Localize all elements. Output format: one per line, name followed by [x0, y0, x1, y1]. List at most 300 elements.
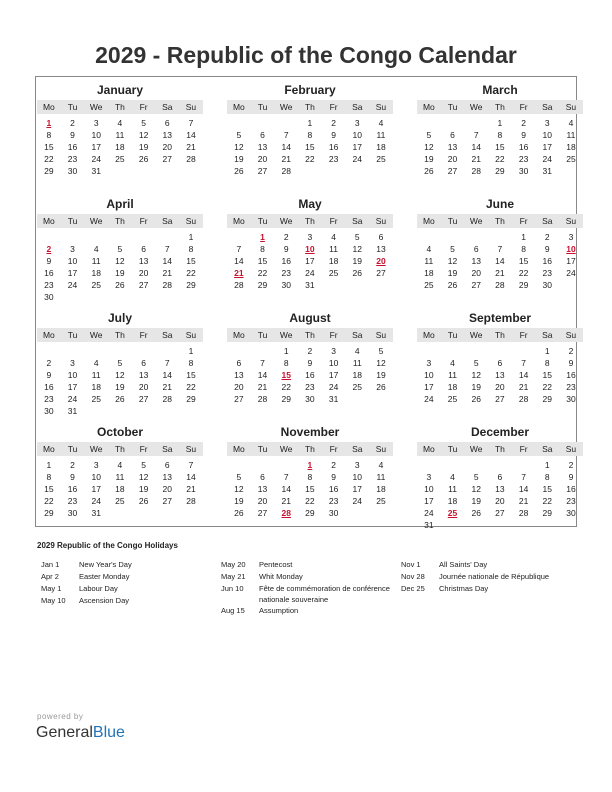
weekday-label: Sa: [162, 102, 173, 112]
month-october: [37, 424, 203, 519]
day-cell: 13: [162, 472, 173, 482]
day-cell: 22: [186, 382, 196, 392]
empty-day-cell: [132, 231, 156, 243]
weekday-label: Tu: [447, 330, 458, 340]
day-cell: 24: [91, 154, 101, 164]
holiday-entry: [41, 595, 211, 607]
day-cell: 13: [257, 142, 268, 152]
day-cell: 18: [91, 268, 101, 278]
empty-day-cell: [108, 165, 132, 177]
day-cell: 23: [542, 268, 553, 278]
weekday-label: Sa: [162, 330, 173, 340]
weekday-label: We: [89, 102, 103, 112]
day-cell: 6: [473, 244, 479, 254]
day-cell: 19: [471, 496, 481, 506]
empty-day-cell: [179, 291, 203, 303]
day-cell: 25: [376, 154, 386, 164]
week-row: [417, 279, 583, 291]
day-cell: 3: [93, 118, 99, 128]
weekday-label: Su: [375, 102, 387, 112]
day-cell: 28: [186, 154, 196, 164]
weekday-label: Th: [114, 102, 125, 112]
holiday-day-cell: 10: [566, 244, 576, 254]
empty-day-cell: [512, 345, 536, 357]
day-cell: 17: [542, 142, 553, 152]
day-cell: 13: [495, 484, 505, 494]
day-cell: 27: [495, 394, 505, 404]
day-cell: 22: [257, 268, 268, 278]
day-cell: 3: [426, 358, 432, 368]
day-cell: 30: [518, 166, 529, 176]
weekday-label: Sa: [542, 216, 553, 226]
day-cell: 30: [281, 280, 291, 290]
weekday-label: Th: [304, 444, 315, 454]
day-cell: 15: [542, 484, 553, 494]
holiday-day-cell: 10: [305, 244, 315, 254]
empty-day-cell: [417, 117, 441, 129]
day-cell: 23: [281, 268, 291, 278]
day-cell: 6: [236, 358, 242, 368]
day-cell: 18: [376, 484, 386, 494]
weekday-label: Fr: [329, 102, 338, 112]
day-cell: 12: [138, 130, 149, 140]
day-cell: 21: [162, 382, 173, 392]
day-cell: 16: [518, 142, 529, 152]
weekday-label: Su: [375, 444, 387, 454]
day-cell: 8: [188, 244, 194, 254]
day-cell: 24: [352, 496, 363, 506]
day-cell: 17: [305, 256, 315, 266]
week-row: [227, 381, 393, 393]
day-cell: 4: [331, 232, 336, 242]
month-may: [227, 196, 393, 291]
day-cell: 15: [518, 256, 529, 266]
weekday-label: Th: [304, 330, 315, 340]
day-cell: 19: [138, 142, 149, 152]
empty-day-cell: [274, 459, 298, 471]
powered-by-text: powered by: [37, 712, 84, 721]
day-cell: 14: [281, 484, 291, 494]
weekday-header: [227, 100, 393, 114]
holiday-name: Ascension Day: [79, 596, 130, 605]
week-row: [227, 243, 393, 255]
day-cell: 10: [91, 130, 101, 140]
day-cell: 29: [44, 166, 54, 176]
day-cell: 26: [376, 382, 386, 392]
day-cell: 14: [234, 256, 244, 266]
day-cell: 1: [188, 346, 194, 356]
day-cell: 24: [328, 382, 339, 392]
day-cell: 2: [307, 346, 313, 356]
day-cell: 30: [44, 292, 54, 302]
holiday-column: [221, 559, 391, 617]
empty-day-cell: [441, 459, 465, 471]
weekday-label: Mo: [422, 444, 435, 454]
day-cell: 28: [162, 394, 173, 404]
weekday-label: Su: [565, 102, 577, 112]
weekday-label: We: [279, 444, 293, 454]
day-cell: 21: [162, 268, 173, 278]
generalblue-logo[interactable]: [36, 724, 125, 742]
day-cell: 23: [328, 496, 339, 506]
day-cell: 3: [426, 472, 432, 482]
day-cell: 27: [162, 496, 173, 506]
week-row: [227, 393, 393, 405]
day-cell: 24: [424, 394, 434, 404]
day-cell: 11: [448, 484, 457, 494]
empty-day-cell: [417, 345, 441, 357]
day-cell: 16: [566, 484, 576, 494]
day-cell: 22: [44, 496, 54, 506]
day-cell: 5: [236, 472, 242, 482]
empty-day-cell: [132, 405, 156, 417]
weekday-label: We: [469, 444, 483, 454]
holiday-day-cell: 1: [260, 232, 265, 242]
day-cell: 6: [164, 460, 170, 470]
day-cell: 3: [544, 118, 550, 128]
weekday-label: Su: [185, 102, 197, 112]
day-cell: 29: [305, 508, 315, 518]
day-cell: 23: [518, 154, 529, 164]
weekday-label: We: [279, 330, 293, 340]
day-cell: 26: [447, 280, 458, 290]
holiday-entry: [221, 559, 391, 571]
weekday-label: Tu: [257, 102, 268, 112]
day-cell: 31: [424, 520, 434, 530]
day-cell: 23: [566, 382, 576, 392]
day-cell: 25: [447, 394, 458, 404]
day-cell: 24: [542, 154, 553, 164]
weekday-label: Sa: [352, 102, 363, 112]
day-cell: 18: [91, 382, 101, 392]
day-cell: 10: [424, 484, 434, 494]
week-row: [37, 357, 203, 369]
day-cell: 12: [115, 256, 125, 266]
day-cell: 1: [544, 346, 550, 356]
weekday-header: [37, 214, 203, 228]
day-cell: 17: [566, 256, 576, 266]
week-row: [417, 255, 583, 267]
holiday-entry: [41, 559, 211, 571]
day-cell: 16: [44, 268, 54, 278]
day-cell: 5: [473, 358, 479, 368]
weekday-header: [227, 328, 393, 342]
weekday-label: Mo: [232, 330, 245, 340]
day-cell: 1: [544, 460, 550, 470]
holiday-day-cell: 28: [281, 508, 291, 518]
week-row: [37, 405, 203, 417]
weekday-label: Th: [114, 216, 125, 226]
month-march: [417, 82, 583, 177]
day-cell: 30: [67, 166, 78, 176]
day-cell: 29: [186, 280, 196, 290]
empty-day-cell: [488, 231, 512, 243]
day-cell: 30: [305, 394, 315, 404]
empty-day-cell: [322, 279, 346, 291]
day-cell: 28: [186, 496, 196, 506]
day-cell: 13: [234, 370, 244, 380]
weekday-header: [417, 214, 583, 228]
empty-day-cell: [369, 507, 393, 519]
empty-day-cell: [464, 519, 488, 531]
empty-day-cell: [441, 231, 465, 243]
week-row: [417, 393, 583, 405]
weekday-label: We: [469, 330, 483, 340]
weekday-label: Th: [114, 330, 125, 340]
day-cell: 30: [44, 406, 54, 416]
day-cell: 7: [236, 244, 242, 254]
weekday-label: Mo: [42, 444, 55, 454]
week-row: [37, 117, 203, 129]
day-cell: 9: [70, 130, 75, 140]
weekday-label: Sa: [352, 216, 363, 226]
day-cell: 26: [424, 166, 434, 176]
week-row: [417, 471, 583, 483]
weekday-header: [227, 442, 393, 456]
day-cell: 2: [521, 118, 526, 128]
week-row: [417, 267, 583, 279]
weekday-label: Th: [114, 444, 125, 454]
day-cell: 11: [566, 130, 576, 140]
day-cell: 4: [93, 244, 99, 254]
weekday-label: We: [89, 444, 103, 454]
weekday-label: Mo: [232, 216, 245, 226]
week-row: [37, 243, 203, 255]
weekday-label: Tu: [447, 216, 458, 226]
day-cell: 24: [67, 280, 78, 290]
holiday-date: May 1: [41, 584, 62, 593]
holiday-date: Jun 10: [221, 584, 244, 593]
week-row: [37, 483, 203, 495]
day-cell: 14: [186, 472, 196, 482]
empty-day-cell: [251, 117, 275, 129]
day-cell: 3: [568, 232, 574, 242]
day-cell: 15: [186, 256, 196, 266]
day-cell: 27: [138, 394, 149, 404]
day-cell: 13: [138, 370, 149, 380]
empty-day-cell: [132, 507, 156, 519]
day-cell: 17: [91, 142, 101, 152]
week-row: [227, 483, 393, 495]
holiday-name: All Saints' Day: [439, 560, 488, 569]
week-row: [417, 381, 583, 393]
day-cell: 11: [91, 256, 101, 266]
day-cell: 14: [162, 370, 173, 380]
day-cell: 12: [234, 142, 244, 152]
week-row: [227, 279, 393, 291]
holiday-day-cell: 2: [46, 244, 52, 254]
week-row: [37, 471, 203, 483]
weekday-header: [417, 328, 583, 342]
empty-day-cell: [274, 117, 298, 129]
day-cell: 30: [67, 508, 78, 518]
empty-day-cell: [108, 291, 132, 303]
day-cell: 20: [257, 154, 268, 164]
weekday-label: Fr: [519, 330, 528, 340]
weekday-label: Tu: [447, 102, 458, 112]
day-cell: 15: [305, 484, 315, 494]
empty-day-cell: [464, 231, 488, 243]
day-cell: 18: [447, 496, 458, 506]
month-name: October: [96, 425, 143, 439]
holiday-day-cell: 25: [447, 508, 458, 518]
day-cell: 3: [354, 118, 360, 128]
day-cell: 5: [426, 130, 432, 140]
day-cell: 5: [117, 358, 123, 368]
day-cell: 20: [471, 268, 481, 278]
day-cell: 22: [305, 154, 315, 164]
week-row: [37, 165, 203, 177]
holiday-name: Labour Day: [79, 584, 118, 593]
day-cell: 27: [234, 394, 244, 404]
month-july: [37, 310, 203, 417]
week-row: [227, 231, 393, 243]
day-cell: 24: [566, 268, 576, 278]
day-cell: 4: [426, 244, 432, 254]
empty-day-cell: [84, 405, 108, 417]
week-row: [417, 165, 583, 177]
holiday-column: [401, 559, 571, 595]
day-cell: 20: [447, 154, 458, 164]
holidays-title: 2029 Republic of the Congo Holidays: [37, 541, 178, 550]
weekday-label: Mo: [422, 102, 435, 112]
day-cell: 12: [234, 484, 244, 494]
day-cell: 15: [305, 142, 315, 152]
month-september: [417, 310, 583, 405]
day-cell: 2: [283, 232, 289, 242]
week-row: [37, 393, 203, 405]
day-cell: 31: [91, 166, 101, 176]
day-cell: 9: [46, 256, 52, 266]
day-cell: 29: [257, 280, 268, 290]
day-cell: 13: [257, 484, 268, 494]
empty-day-cell: [179, 507, 203, 519]
day-cell: 12: [471, 370, 481, 380]
day-cell: 19: [138, 484, 149, 494]
week-row: [37, 267, 203, 279]
month-name: December: [470, 425, 530, 439]
logo-general-text: General: [36, 724, 93, 741]
day-cell: 18: [447, 382, 458, 392]
day-cell: 2: [331, 460, 336, 470]
weekday-label: We: [279, 102, 293, 112]
empty-day-cell: [84, 291, 108, 303]
week-row: [417, 459, 583, 471]
weekday-label: Tu: [67, 444, 78, 454]
day-cell: 9: [46, 370, 52, 380]
weekday-header: [37, 100, 203, 114]
day-cell: 16: [328, 142, 339, 152]
empty-day-cell: [251, 459, 275, 471]
day-cell: 14: [257, 370, 268, 380]
week-row: [37, 129, 203, 141]
week-row: [417, 231, 583, 243]
week-row: [37, 495, 203, 507]
day-cell: 10: [91, 472, 101, 482]
empty-day-cell: [512, 459, 536, 471]
day-cell: 4: [93, 358, 99, 368]
empty-day-cell: [369, 279, 393, 291]
day-cell: 4: [378, 460, 384, 470]
day-cell: 6: [260, 130, 265, 140]
weekday-label: Tu: [67, 330, 78, 340]
day-cell: 13: [447, 142, 458, 152]
day-cell: 16: [281, 256, 291, 266]
day-cell: 24: [305, 268, 315, 278]
day-cell: 26: [471, 394, 481, 404]
day-cell: 25: [328, 268, 339, 278]
day-cell: 6: [141, 358, 146, 368]
day-cell: 14: [518, 370, 529, 380]
month-name: June: [485, 197, 514, 211]
day-cell: 27: [162, 154, 173, 164]
day-cell: 27: [138, 280, 149, 290]
week-row: [37, 459, 203, 471]
day-cell: 22: [305, 496, 315, 506]
holiday-date: Jan 1: [41, 560, 60, 569]
day-cell: 21: [518, 382, 529, 392]
day-cell: 31: [542, 166, 553, 176]
empty-day-cell: [37, 345, 61, 357]
empty-day-cell: [108, 405, 132, 417]
empty-day-cell: [84, 345, 108, 357]
day-cell: 4: [354, 346, 360, 356]
weekday-label: Tu: [67, 102, 78, 112]
empty-day-cell: [345, 165, 369, 177]
empty-day-cell: [251, 345, 275, 357]
week-row: [227, 459, 393, 471]
day-cell: 15: [495, 142, 505, 152]
week-row: [227, 117, 393, 129]
week-row: [227, 141, 393, 153]
week-row: [37, 507, 203, 519]
day-cell: 7: [188, 118, 194, 128]
weekday-label: Fr: [329, 330, 338, 340]
day-cell: 27: [376, 268, 386, 278]
day-cell: 28: [281, 166, 291, 176]
empty-day-cell: [322, 165, 346, 177]
day-cell: 7: [188, 460, 194, 470]
week-row: [227, 507, 393, 519]
day-cell: 7: [260, 358, 265, 368]
weekday-header: [227, 214, 393, 228]
holiday-name: Christmas Day: [439, 584, 489, 593]
week-row: [37, 141, 203, 153]
weekday-label: Th: [494, 330, 505, 340]
day-cell: 17: [424, 382, 434, 392]
day-cell: 18: [376, 142, 386, 152]
day-cell: 30: [328, 508, 339, 518]
holiday-day-cell: 1: [46, 118, 52, 128]
week-row: [37, 291, 203, 303]
day-cell: 26: [234, 508, 244, 518]
day-cell: 12: [424, 142, 434, 152]
day-cell: 3: [331, 346, 336, 356]
week-row: [417, 507, 583, 519]
holiday-name: Journée nationale de République: [439, 572, 550, 581]
empty-day-cell: [559, 165, 583, 177]
day-cell: 29: [518, 280, 529, 290]
weekday-label: We: [89, 330, 103, 340]
day-cell: 20: [162, 142, 173, 152]
day-cell: 28: [257, 394, 268, 404]
day-cell: 10: [352, 472, 363, 482]
weekday-label: Th: [494, 216, 505, 226]
day-cell: 14: [518, 484, 529, 494]
day-cell: 19: [376, 370, 386, 380]
day-cell: 4: [450, 472, 455, 482]
day-cell: 22: [281, 382, 291, 392]
